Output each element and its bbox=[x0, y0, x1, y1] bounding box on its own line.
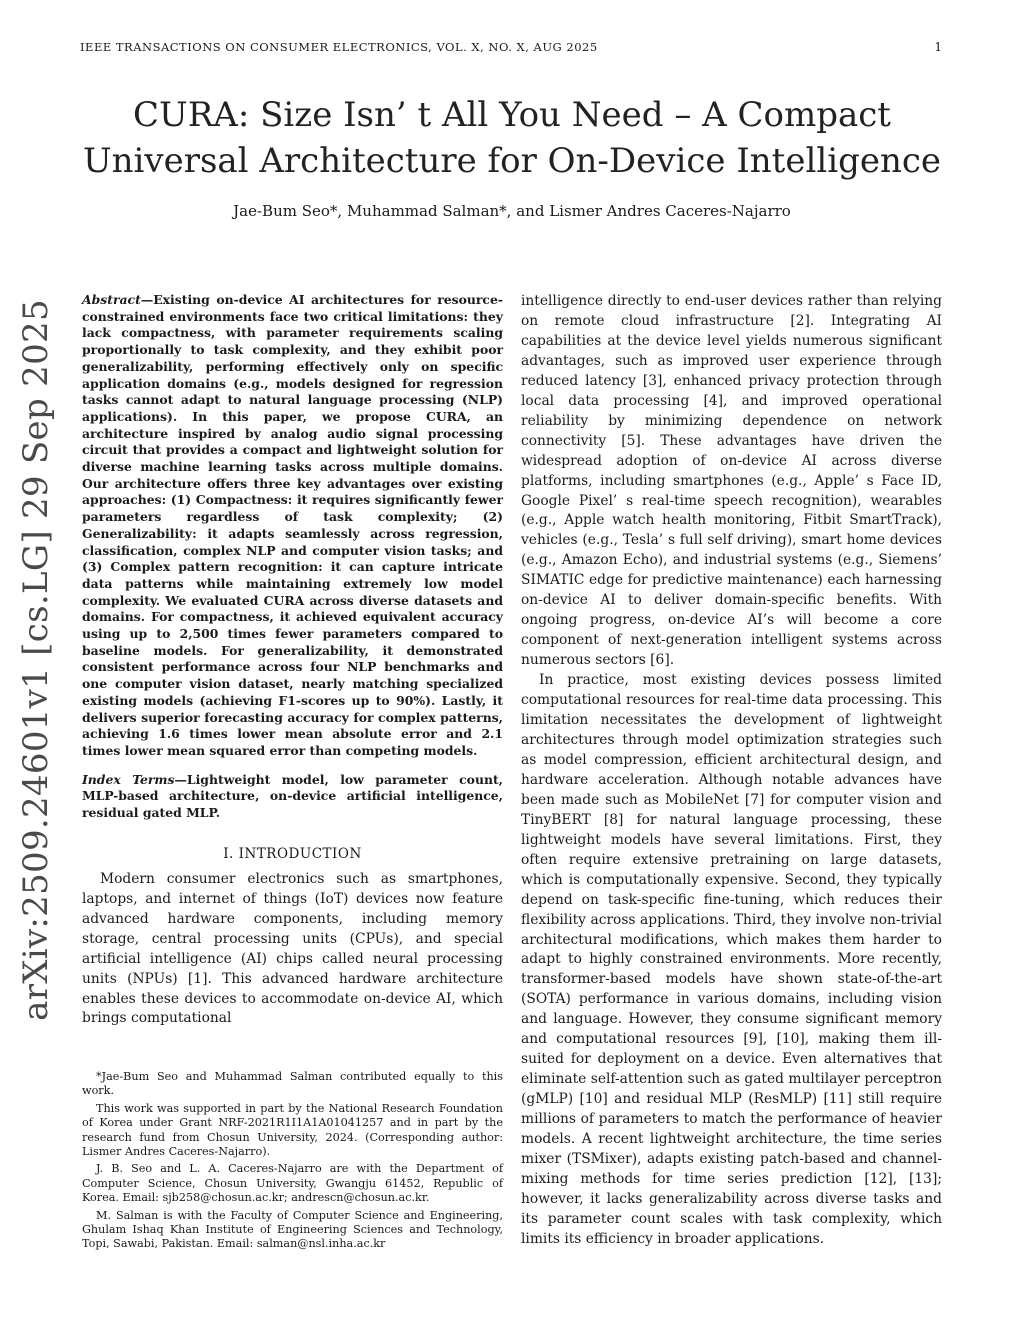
footnote: This work was supported in part by the National Research Foundation of Korea under Grant NRF-2021R1I1A1A01041257 and in part by the research fund from Chosun University, 2024. (Corresponding author: Lismer Andres Caceres-Najarro). bbox=[82, 1101, 503, 1159]
index-terms-label: Index Terms bbox=[82, 771, 175, 787]
running-head: IEEE TRANSACTIONS ON CONSUMER ELECTRONICS, VOL. X, NO. X, AUG 2025 bbox=[80, 40, 598, 54]
paragraph: In practice, most existing devices possess limited computational resources for real-time data processing. This limitation necessitates the development of lightweight architectures through model optimization strategies such as model compression, efficient architectural design, and hardware acceleration. Although notable advances have been made such as MobileNet [7] for computer vision and TinyBERT [8] for natural language processing, these lightweight models have several limitations. First, they often require extensive pretraining on large datasets, which is computationally expensive. Second, they typically depend on task-specific fine-tuning, which reduces their flexibility across applications. Third, they involve non-trivial architectural modifications, which makes them harder to adapt to highly constrained environments. More recently, transformer-based models have shown state-of-the-art (SOTA) performance in various domains, including vision and language. However, they consume significant memory and computational resources [9], [10], making them ill-suited for deployment on a device. Even alternatives that eliminate self-attention such as gated multilayer perceptron (gMLP) [10] and residual MLP (ResMLP) [11] still require millions of parameters to match the performance of heavier models. A recent lightweight architecture, the time series mixer (TSMixer), adapts existing patch-based and channel-mixing methods for time series prediction [12], [13]; however, it lacks generalizability across diverse tasks and its parameter count scales with task complexity, which limits its efficiency in broader applications. bbox=[521, 672, 942, 1247]
right-column bbox=[521, 292, 942, 1250]
paper-title bbox=[60, 92, 964, 184]
arxiv-identifier[interactable]: arXiv:2509.24601v1 [cs.LG] 29 Sep 2025 bbox=[16, 299, 56, 1021]
abstract-text: —Existing on-device AI architectures for resource-constrained environments face two critical limitations: they lack compactness, with parameter requirements scaling proportionally to task complexity, and they exhibit poor generalizability, performing effectively only on specific application domains (e.g., models designed for regression tasks cannot adapt to natural language processing (NLP) applications). In this paper, we propose CURA, an architecture inspired by analog audio signal processing circuit that provides a compact and lightweight solution for diverse machine learning tasks across multiple domains. Our architecture offers three key advantages over existing approaches: (1) Compactness: it requires significantly fewer parameters regardless of task complexity; (2) Generalizability: it adapts seamlessly across regression, classification, complex NLP and computer vision tasks; and (3) Complex pattern recognition: it can capture intricate data patterns while maintaining extremely low model complexity. We evaluated CURA across diverse datasets and domains. For compactness, it achieved equivalent accuracy using up to 2,500 times fewer parameters compared to baseline models. For generalizability, it demonstrated consistent performance across four NLP benchmarks and one computer vision dataset, nearly matching specialized existing models (achieving F1-scores up to 90%). Lastly, it delivers superior forecasting accuracy for complex patterns, achieving 1.6 times lower mean absolute error and 2.1 times lower mean squared error than competing models. bbox=[82, 292, 503, 758]
footnote: M. Salman is with the Faculty of Computer Science and Engineering, Ghulam Ishaq Khan Institute of Engineering Sciences and Technology, Topi, Sawabi, Pakistan. Email: salman@nsl.inha.ac.kr bbox=[82, 1208, 503, 1251]
section-heading-introduction: I. INTRODUCTION bbox=[223, 845, 362, 862]
footnote: J. B. Seo and L. A. Caceres-Najarro are with the Department of Computer Science, Chosun University, Gwangju 61452, Republic of Korea. Email: sjb258@chosun.ac.kr; andrescn@chosun.ac.kr. bbox=[82, 1162, 503, 1205]
left-column bbox=[82, 292, 503, 1029]
title-line-2: Universal Architecture for On-Device Intelligence bbox=[82, 141, 942, 181]
author-list: Jae-Bum Seo*, Muhammad Salman*, and Lismer Andres Caceres-Najarro bbox=[233, 202, 791, 220]
footnote: *Jae-Bum Seo and Muhammad Salman contributed equally to this work. bbox=[82, 1070, 503, 1098]
abstract-label: Abstract bbox=[82, 292, 141, 307]
title-line-1: CURA: Size Isn’ t All You Need – A Compact bbox=[133, 95, 891, 135]
index-terms-text: —Lightweight model, low parameter count, MLP-based architecture, on-device artificial intelligence, residual gated MLP. bbox=[82, 771, 503, 821]
abstract bbox=[82, 292, 503, 760]
page-number: 1 bbox=[934, 40, 942, 54]
footnotes bbox=[82, 1070, 503, 1255]
index-terms bbox=[82, 772, 503, 822]
arxiv-sidebar bbox=[6, 0, 66, 1325]
paragraph: Modern consumer electronics such as smartphones, laptops, and internet of things (IoT) devices now feature advanced hardware components, including memory storage, central processing units (CPUs), and special artificial intelligence (AI) chips called neural processing units (NPUs) [1]. This advanced hardware architecture enables these devices to accommodate on-device AI, which brings computational bbox=[82, 870, 503, 1027]
paragraph: intelligence directly to end-user devices rather than relying on remote cloud infrastructure [2]. Integrating AI capabilities at the device level yields numerous significant advantages, such as improved user experience through reduced latency [3], enhanced privacy protection through local data processing [4], and improved operational reliability by minimizing dependence on network connectivity [5]. These advantages have driven the widespread adoption of on-device AI across diverse platforms, including smartphones (e.g., Apple’ s Face ID, Google Pixel’ s real-time speech recognition), wearables (e.g., Apple watch health monitoring, Fitbit SmartTrack), vehicles (e.g., Tesla’ s full self driving), smart home devices (e.g., Amazon Echo), and industrial systems (e.g., Siemens’ SIMATIC edge for predictive maintenance) each harnessing on-device AI to deliver domain-specific benefits. With ongoing progress, on-device AI’s will become a core component of next-generation intelligent systems across numerous sectors [6]. bbox=[521, 293, 942, 669]
